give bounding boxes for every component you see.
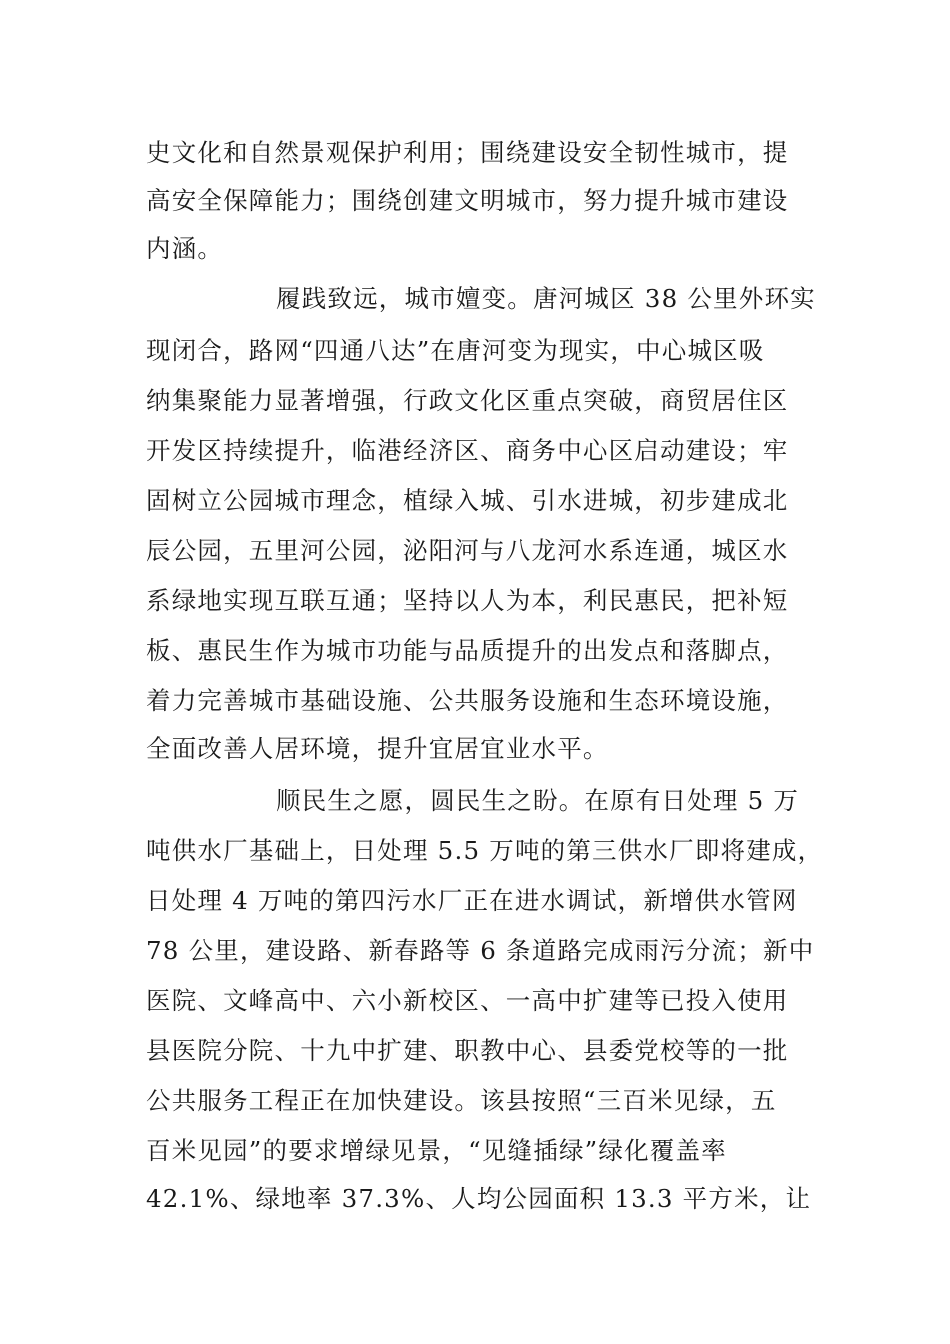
paragraph-line: 纳集聚能力显著增强，行政文化区重点突破，商贸居住区 bbox=[146, 386, 789, 415]
paragraph-line: 履践致远，城市嬗变。唐河城区 38 公里外环实 bbox=[276, 284, 816, 313]
paragraph-line: 县医院分院、十九中扩建、职教中心、县委党校等的一批 bbox=[146, 1036, 789, 1065]
paragraph-line: 公共服务工程正在加快建设。该县按照“三百米见绿，五 bbox=[146, 1086, 777, 1115]
paragraph-line: 系绿地实现互联互通；坚持以人为本，利民惠民，把补短 bbox=[146, 586, 789, 615]
paragraph-line: 78 公里，建设路、新春路等 6 条道路完成雨污分流；新中 bbox=[146, 936, 815, 965]
paragraph-line: 着力完善城市基础设施、公共服务设施和生态环境设施， bbox=[146, 686, 789, 715]
paragraph-line: 开发区持续提升，临港经济区、商务中心区启动建设；牢 bbox=[146, 436, 789, 465]
paragraph-line: 医院、文峰高中、六小新校区、一高中扩建等已投入使用 bbox=[146, 986, 789, 1015]
paragraph-line: 板、惠民生作为城市功能与品质提升的出发点和落脚点， bbox=[146, 636, 789, 665]
paragraph-line: 现闭合，路网“四通八达”在唐河变为现实，中心城区吸 bbox=[146, 336, 765, 365]
paragraph-line: 42.1%、绿地率 37.3%、人均公园面积 13.3 平方米，让 bbox=[146, 1184, 812, 1213]
paragraph-line: 全面改善人居环境，提升宜居宜业水平。 bbox=[146, 734, 609, 763]
paragraph-line: 百米见园”的要求增绿见景，“见缝插绿”绿化覆盖率 bbox=[146, 1136, 727, 1165]
paragraph-line: 固树立公园城市理念，植绿入城、引水进城，初步建成北 bbox=[146, 486, 789, 515]
paragraph-line: 日处理 4 万吨的第四污水厂正在进水调试，新增供水管网 bbox=[146, 886, 798, 915]
paragraph-line: 史文化和自然景观保护利用；围绕建设安全韧性城市，提 bbox=[146, 138, 789, 167]
paragraph-line: 吨供水厂基础上，日处理 5.5 万吨的第三供水厂即将建成， bbox=[146, 836, 824, 865]
paragraph-line: 辰公园，五里河公园，泌阳河与八龙河水系连通，城区水 bbox=[146, 536, 789, 565]
paragraph-line: 顺民生之愿，圆民生之盼。在原有日处理 5 万 bbox=[276, 786, 800, 815]
paragraph-line: 内涵。 bbox=[146, 234, 224, 263]
paragraph-line: 高安全保障能力；围绕创建文明城市，努力提升城市建设 bbox=[146, 186, 789, 215]
